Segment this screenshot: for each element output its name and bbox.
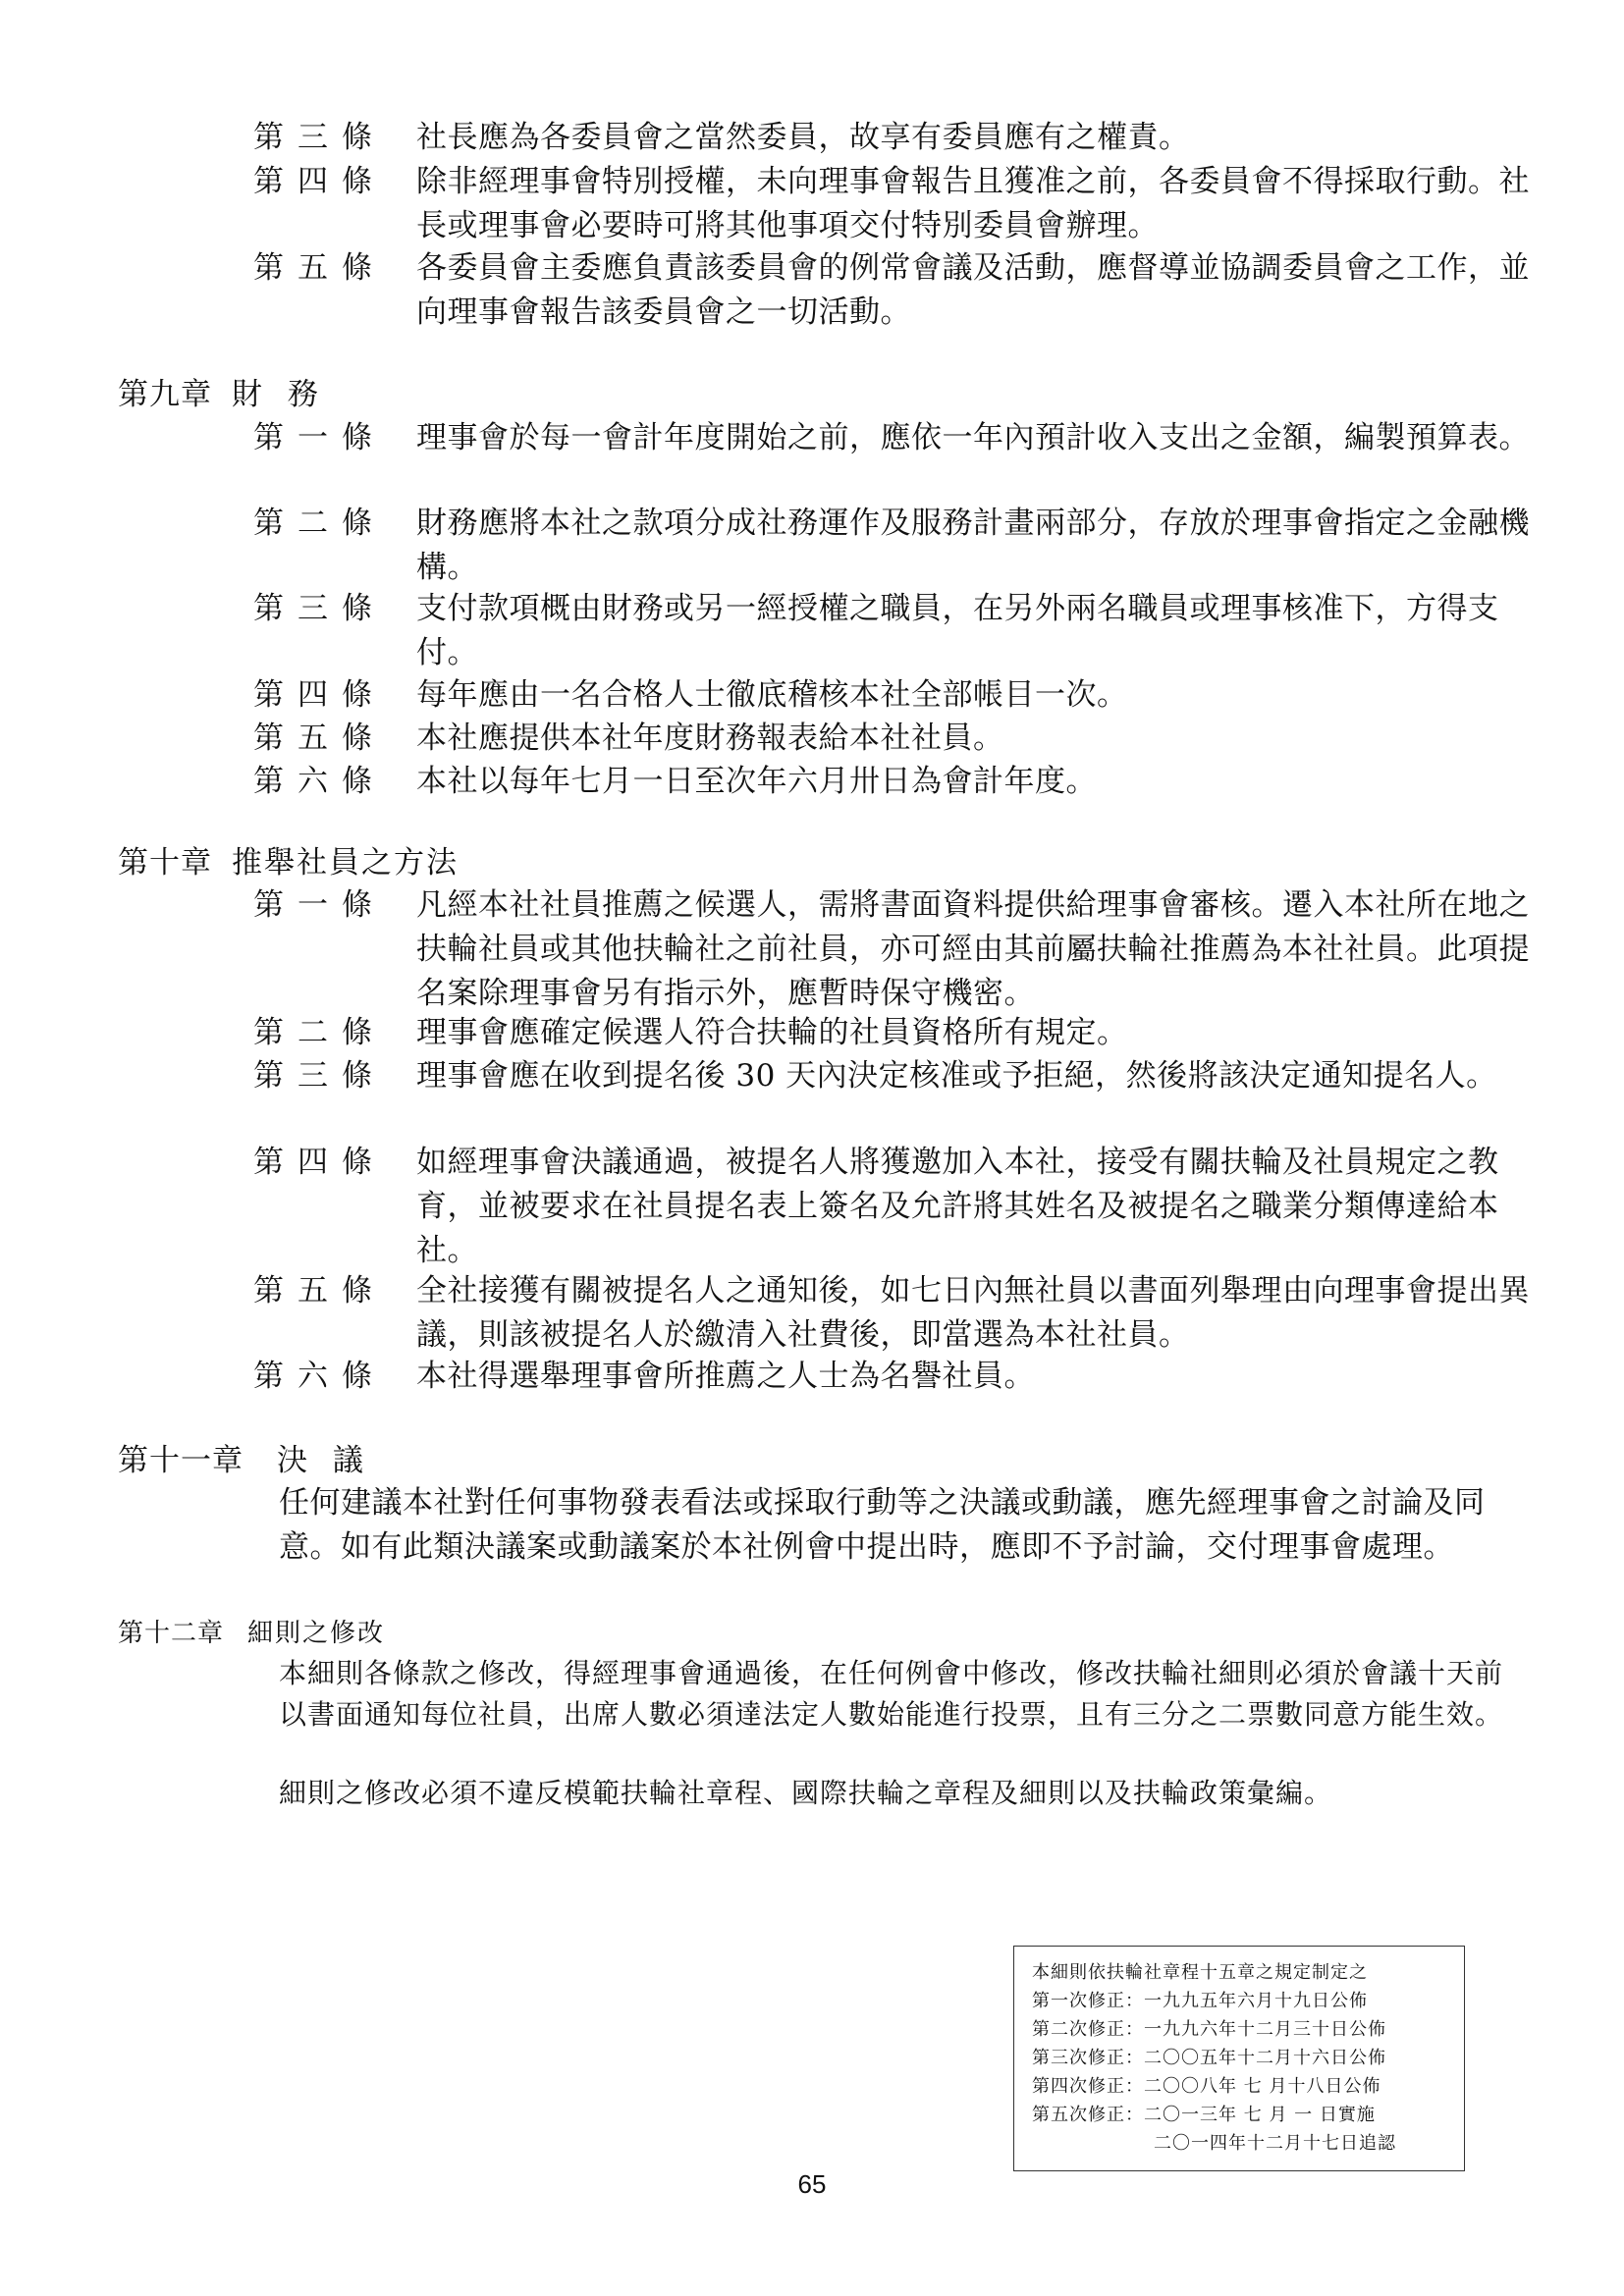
article-top-5 [253,246,1569,335]
article-text: 本社得選舉理事會所推薦之人士為名譽社員。 [416,1359,1035,1394]
article-number: 第六條 [253,1359,386,1394]
article-text: 理事會應確定候選人符合扶輪的社員資格所有規定。 [416,1015,1128,1050]
chapter-10-article-4 [253,1141,1569,1273]
chapter-11-heading [118,1439,371,1483]
article-number: 第四條 [253,164,386,199]
article-number: 第六條 [253,764,386,799]
chapter-10-heading [118,841,459,885]
article-number: 第二條 [253,506,386,541]
chapter-10-article-2 [253,1011,1569,1055]
article-text: 理事會應在收到提名後 30 天內決定核准或予拒絕，然後將該決定通知提名人。 [416,1058,1497,1094]
chapter-10-article-5 [253,1269,1569,1358]
chapter-9-heading [118,373,326,417]
amendment-row: 第四次修正：二〇〇八年 七 月十八日公佈 [1032,2076,1381,2097]
article-number: 第五條 [253,250,386,286]
chapter-title: 細則之修改 [247,1619,386,1648]
article-text: 社長應為各委員會之當然委員，故享有委員應有之權責。 [416,120,1190,155]
article-text: 除非經理事會特別授權，未向理事會報告且獲准之前，各委員會不得採取行動。社長或理事會必要時可將其他事項交付特別委員會辦理。 [416,164,1530,243]
chapter-label: 第十章 [118,845,212,881]
article-text: 如經理事會決議通過，被提名人將獲邀加入本社，接受有關扶輪及社員規定之教育，並被要求在社員提名表上簽名及允許將其姓名及被提名之職業分類傳達給本社。 [416,1145,1499,1268]
chapter-12-heading [118,1612,385,1656]
chapter-12-paragraph-1: 本細則各條款之修改，得經理事會通過後，在任何例會中修改，修改扶輪社細則必須於會議十天前以書面通知每位社員，出席人數必須達法定人數始能進行投票，且有三分之二票數同意方能生效。 [279,1657,1504,1731]
chapter-9-article-5 [253,717,1569,761]
article-text: 每年應由一名合格人士徹底稽核本社全部帳目一次。 [416,677,1128,713]
article-number: 第三條 [253,1058,386,1094]
chapter-title: 財 務 [232,377,326,412]
chapter-title: 決 議 [277,1443,371,1478]
article-text: 本社以每年七月一日至次年六月卅日為會計年度。 [416,764,1097,799]
article-number: 第五條 [253,1273,386,1308]
page-number: 65 [797,2169,827,2199]
article-number: 第一條 [253,887,386,923]
article-number: 第三條 [253,591,386,626]
amendment-row-ratified: 二〇一四年十二月十七日追認 [1154,2133,1396,2154]
article-number: 第二條 [253,1015,386,1050]
chapter-label: 第十二章 [118,1619,225,1648]
amendment-note-box [1013,1946,1465,2171]
chapter-10-article-3 [253,1054,1569,1098]
chapter-12-paragraph-2: 細則之修改必須不違反模範扶輪社章程、國際扶輪之章程及細則以及扶輪政策彙編。 [279,1777,1333,1809]
chapter-title: 推舉社員之方法 [232,845,459,881]
chapter-9-article-2 [253,502,1569,590]
article-top-4 [253,160,1569,248]
article-text: 各委員會主委應負責該委員會的例常會議及活動，應督導並協調委員會之工作，並向理事會報告該委員會之一切活動。 [416,250,1530,330]
article-number: 第一條 [253,420,386,455]
amendment-row: 第一次修正：一九九五年六月十九日公佈 [1032,1991,1368,2011]
chapter-9-article-1 [253,416,1569,460]
article-text: 全社接獲有關被提名人之通知後，如七日內無社員以書面列舉理由向理事會提出異議，則該被提名人於繳清入社費後，即當選為本社社員。 [416,1273,1530,1353]
amendment-row: 第二次修正：一九九六年十二月三十日公佈 [1032,2019,1386,2040]
article-number: 第五條 [253,721,386,756]
article-text: 支付款項概由財務或另一經授權之職員，在另外兩名職員或理事核准下，方得支付。 [416,591,1499,670]
article-number: 第四條 [253,677,386,713]
amendment-row: 第五次修正：二〇一三年 七 月 一 日實施 [1032,2105,1376,2125]
article-text: 財務應將本社之款項分成社務運作及服務計畫兩部分，存放於理事會指定之金融機構。 [416,506,1530,585]
chapter-10-article-1 [253,883,1569,1016]
article-top-3 [253,116,1569,160]
article-number: 第三條 [253,120,386,155]
chapter-9-article-3 [253,587,1569,675]
article-text: 凡經本社社員推薦之候選人，需將書面資料提供給理事會審核。遷入本社所在地之扶輪社員或其他扶輪社之前社員，亦可經由其前屬扶輪社推薦為本社社員。此項提名案除理事會另有指示外，應暫時保守機密。 [416,887,1530,1011]
amendment-row: 第三次修正：二〇〇五年十二月十六日公佈 [1032,2048,1386,2068]
article-text: 理事會於每一會計年度開始之前，應依一年內預計收入支出之金額，編製預算表。 [416,420,1530,455]
amendment-note-header: 本細則依扶輪社章程十五章之規定制定之 [1032,1962,1368,1983]
chapter-10-article-6 [253,1355,1569,1399]
chapter-9-article-4 [253,673,1569,718]
article-number: 第四條 [253,1145,386,1180]
chapter-11-text: 任何建議本社對任何事物發表看法或採取行動等之決議或動議，應先經理事會之討論及同意。如有此類決議案或動議案於本社例會中提出時，應即不予討論，交付理事會處理。 [279,1485,1486,1565]
chapter-label: 第十一章 [118,1443,244,1478]
chapter-9-article-6 [253,760,1569,804]
chapter-label: 第九章 [118,377,212,412]
article-text: 本社應提供本社年度財務報表給本社社員。 [416,721,1004,756]
